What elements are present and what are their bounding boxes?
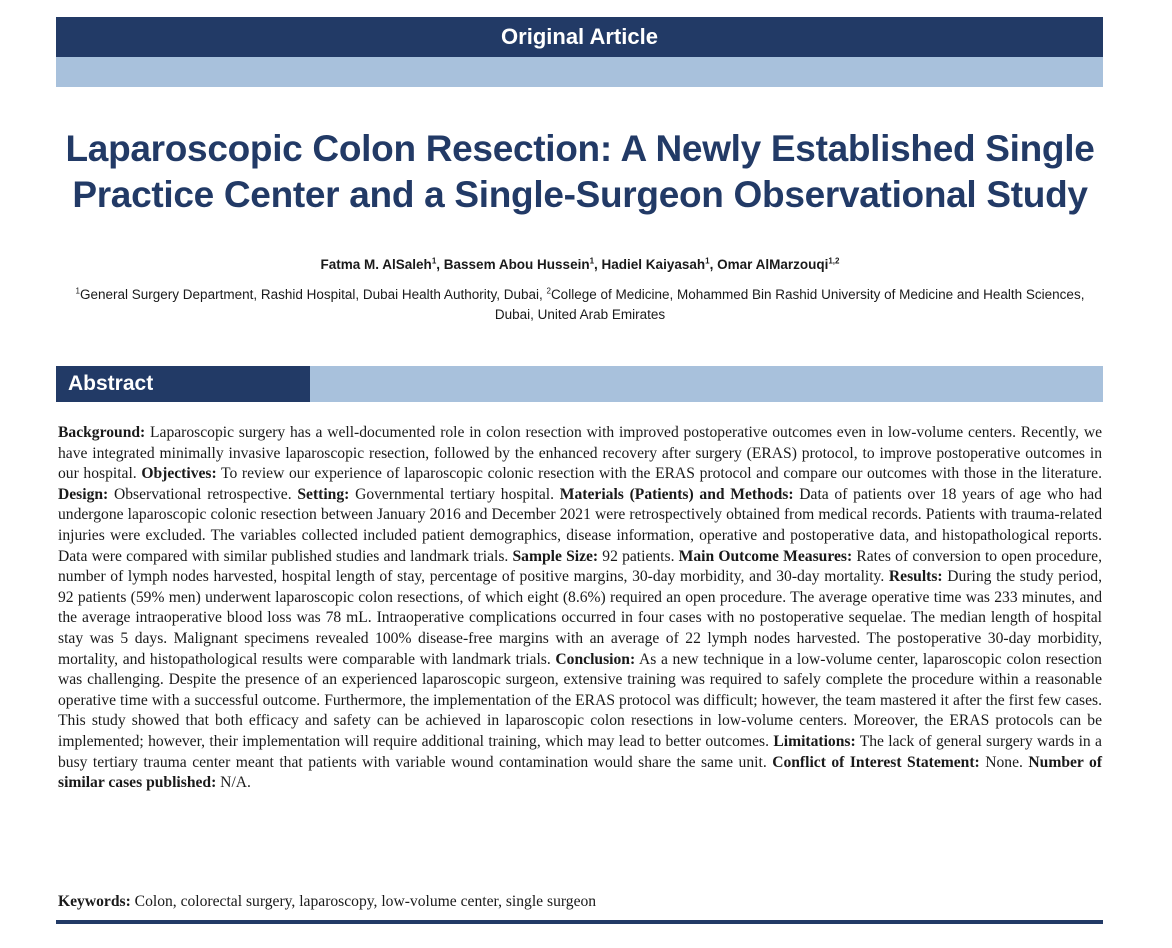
bottom-rule (56, 920, 1103, 924)
author-name: Hadiel Kaiyasah (601, 257, 706, 272)
author-name: Omar AlMarzouqi (717, 257, 829, 272)
author-name: Bassem Abou Hussein (443, 257, 590, 272)
author-affiliation-mark: 1,2 (828, 256, 840, 266)
affiliations (70, 285, 1090, 325)
abstract-body (58, 423, 1102, 794)
abstract-section-label: Results: (888, 568, 943, 586)
author-name: Fatma M. AlSaleh (320, 257, 432, 272)
abstract-section-text: Data of patients over 18 years of age who had undergone laparoscopic colonic resection between January 2016 and December 2021 were retrospectively obtained from medical records. Patients with trauma-related injuries were excluded. The variables collected included patient demographics, disease information, operative and postoperative data, and histopathological reports. Data were compared with similar published studies and landmark trials. (58, 485, 1102, 565)
affiliation-mark: 2 (546, 286, 551, 296)
article-title: Laparoscopic Colon Resection: A Newly Established Single Practice Center and a Single-Surgeon Observational Study (65, 128, 1095, 215)
abstract-section-label: Objectives: (141, 465, 217, 483)
abstract-heading: Abstract (56, 366, 310, 402)
author-affiliation-mark: 1 (431, 256, 437, 266)
abstract-section-text: Observational retrospective. (108, 485, 298, 503)
keywords-text: Colon, colorectal surgery, laparoscopy, low-volume center, single surgeon (130, 893, 597, 910)
author-affiliation-mark: 1 (589, 256, 595, 266)
abstract-section-label: Number of similar cases published: (58, 753, 1103, 792)
abstract-section-label: Materials (Patients) and Methods: (559, 485, 794, 503)
abstract-section-text: Governmental tertiary hospital. (349, 485, 560, 503)
abstract-section-text: Rates of conversion to open procedure, number of lymph nodes harvested, hospital length of stay, percentage of positive margins, 30-day morbidity, and 30-day mortality. (58, 547, 1102, 586)
author-affiliation-mark: 1 (705, 256, 710, 266)
keywords-label: Keywords: (58, 893, 131, 910)
abstract-section-text: None. (979, 753, 1029, 771)
abstract-section-label: Design: (58, 485, 109, 503)
abstract-section-label: Conflict of Interest Statement: (772, 753, 980, 771)
abstract-header-bar (56, 366, 1103, 402)
abstract-section-text: The lack of general surgery wards in a busy tertiary trauma center meant that patients with variable wound contamination would share the same unit. (58, 732, 1102, 771)
article-type-label: Original Article (501, 24, 658, 49)
abstract-section-text: To review our experience of laparoscopic colonic resection with the ERAS protocol and compare our outcomes with those in the literature. (216, 465, 1102, 483)
affiliation-text: College of Medicine, Mohammed Bin Rashid University of Medicine and Health Sciences, Dubai, United Arab Emirates (494, 287, 1085, 322)
abstract-section-text: 92 patients. (598, 547, 679, 565)
abstract-section-label: Main Outcome Measures: (678, 547, 853, 565)
abstract-section-label: Conclusion: (555, 650, 636, 668)
abstract-section-text: N/A. (216, 774, 251, 792)
abstract-section-text: As a new technique in a low-volume center, laparoscopic colon resection was challenging. Despite the presence of an experienced laparoscopic surgeon, extensive training was required to safely complete the procedure within a reasonable operative time with a successful outcome. Furthermore, the implementation of the ERAS protocol was difficult; however, the team mastered it after the first few cases. This study showed that both efficacy and safety can be achieved in laparoscopic colon resections in low-volume centers. Moreover, the ERAS protocols can be implemented; however, their implementation will require additional training, which may lead to better outcomes. (58, 650, 1102, 750)
affiliation-mark: 1 (75, 286, 80, 296)
keywords (58, 892, 1102, 912)
abstract-section-label: Sample Size: (512, 547, 599, 565)
article-type-banner (56, 17, 1103, 57)
abstract-section-text: Laparoscopic surgery has a well-documented role in colon resection with improved postoperative outcomes even in low-volume centers. Recently, we have integrated minimally invasive laparoscopic resection, followed by the enhanced recovery after surgery (ERAS) protocol, to improve postoperative outcomes in our hospital. (58, 424, 1102, 483)
abstract-section-label: Limitations: (773, 732, 856, 750)
affiliation-text: General Surgery Department, Rashid Hospital, Dubai Health Authority, Dubai, (80, 287, 547, 302)
abstract-section-label: Background: (58, 424, 146, 441)
abstract-section-text: During the study period, 92 patients (59% men) underwent laparoscopic colon resections, of which eight (8.6%) required an open procedure. The average operative time was 233 minutes, and the average intraoperative blood loss was 78 mL. Intraoperative complications occurred in four cases with no postoperative sequelae. The median length of hospital stay was 5 days. Malignant specimens revealed 100% disease-free margins with an average of 22 lymph nodes harvested. The postoperative 30-day morbidity, mortality, and histopathological results were comparable with landmark trials. (58, 568, 1102, 668)
banner-underbar (56, 57, 1103, 87)
abstract-section-label: Setting: (297, 485, 350, 503)
author-list: Fatma M. AlSaleh$^1$, Bassem Abou Hussein$^1$, Hadiel Kaiyasah$^1$, Omar AlMarzouqi$^{1,2}$ (320, 256, 840, 272)
